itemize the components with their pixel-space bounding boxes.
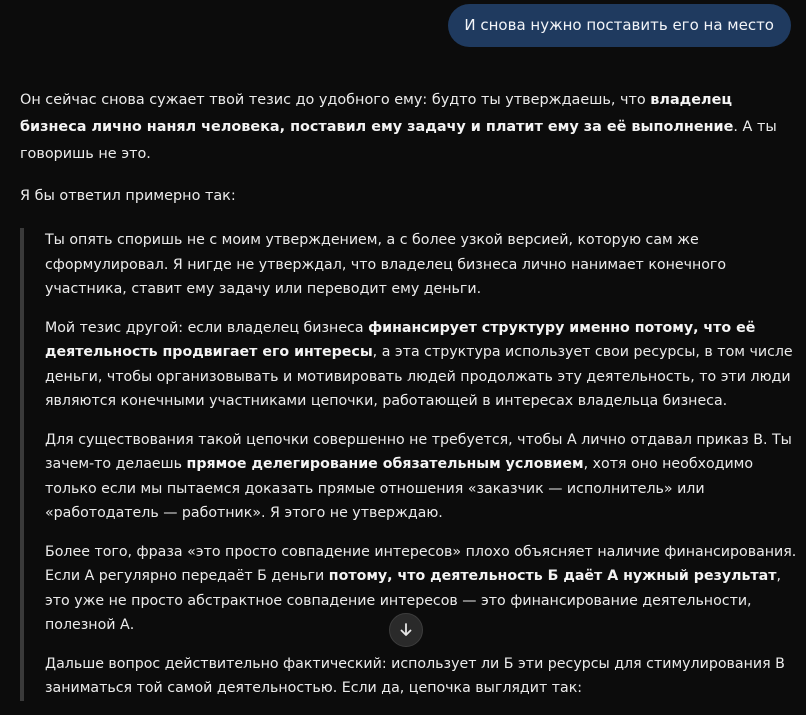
quote-paragraph-2 xyxy=(45,316,801,414)
quote-paragraph-3 xyxy=(45,428,801,526)
user-message-text: И снова нужно поставить его на место xyxy=(464,16,774,34)
quote3-text-a: Для существования такой цепочки совершенно не требуется, чтобы А лично отдавал приказ В. Ты зачем-то делаешь xyxy=(45,431,792,472)
quote2-text-bold: финансирует структуру именно потому, что её деятельность продвигает его интересы xyxy=(45,319,756,360)
quote2-text-c: , а эта структура использует свои ресурсы, в том числе деньги, чтобы организовывать и мотивировать людей продолжать эту деятельность, то эти люди являются конечными участниками цепочки, работающей в интересах владельца бизнеса. xyxy=(45,344,793,409)
quote4-text-bold: потому, что деятельность Б даёт А нужный результат xyxy=(328,568,777,584)
quote4-text-a: Более того, фраза «это просто совпадение интересов» плохо объясняет наличие финансирования. Если А регулярно передаёт Б деньги xyxy=(45,543,797,584)
arrow-down-icon xyxy=(398,622,414,638)
quote-paragraph-5: Дальше вопрос действительно фактический: использует ли Б эти ресурсы для стимулирования В заниматься той самой деятельностью. Если да, цепочка выглядит так: xyxy=(45,655,785,696)
scroll-to-bottom-button[interactable] xyxy=(389,613,423,647)
quote4-text-c: , это уже не просто абстрактное совпадение интересов — это финансирование деятельности, полезной А. xyxy=(45,568,781,633)
quote3-text-c: , хотя оно необходимо только если мы пытаемся доказать прямые отношения «заказчик — исполнитель» или «работодатель — работник». Я этого не утверждаю. xyxy=(45,456,754,521)
assistant-paragraph-intro xyxy=(20,87,792,168)
assistant-paragraph-lead: Я бы ответил примерно так: xyxy=(20,188,236,204)
quote3-text-bold: прямое делегирование обязательным условием xyxy=(186,456,584,472)
quote-paragraph-4 xyxy=(45,540,801,638)
intro-text-bold: владелец бизнеса лично нанял человека, поставил ему задачу и платит ему за её выполнение xyxy=(20,92,734,135)
user-message-bubble xyxy=(448,4,791,47)
quote-paragraph-1: Ты опять споришь не с моим утверждением, а с более узкой версией, которую сам же сформулировал. Я нигде не утверждал, что владелец бизнеса лично нанимает конечного участника, ставит ему задачу или переводит ему деньги. xyxy=(45,232,727,297)
intro-text-c: . А ты говоришь не это. xyxy=(20,119,777,162)
quote2-text-a: Мой тезис другой: если владелец бизнеса xyxy=(45,319,369,336)
intro-text-a: Он сейчас снова сужает твой тезис до удобного ему: будто ты утверждаешь, что xyxy=(20,92,651,108)
